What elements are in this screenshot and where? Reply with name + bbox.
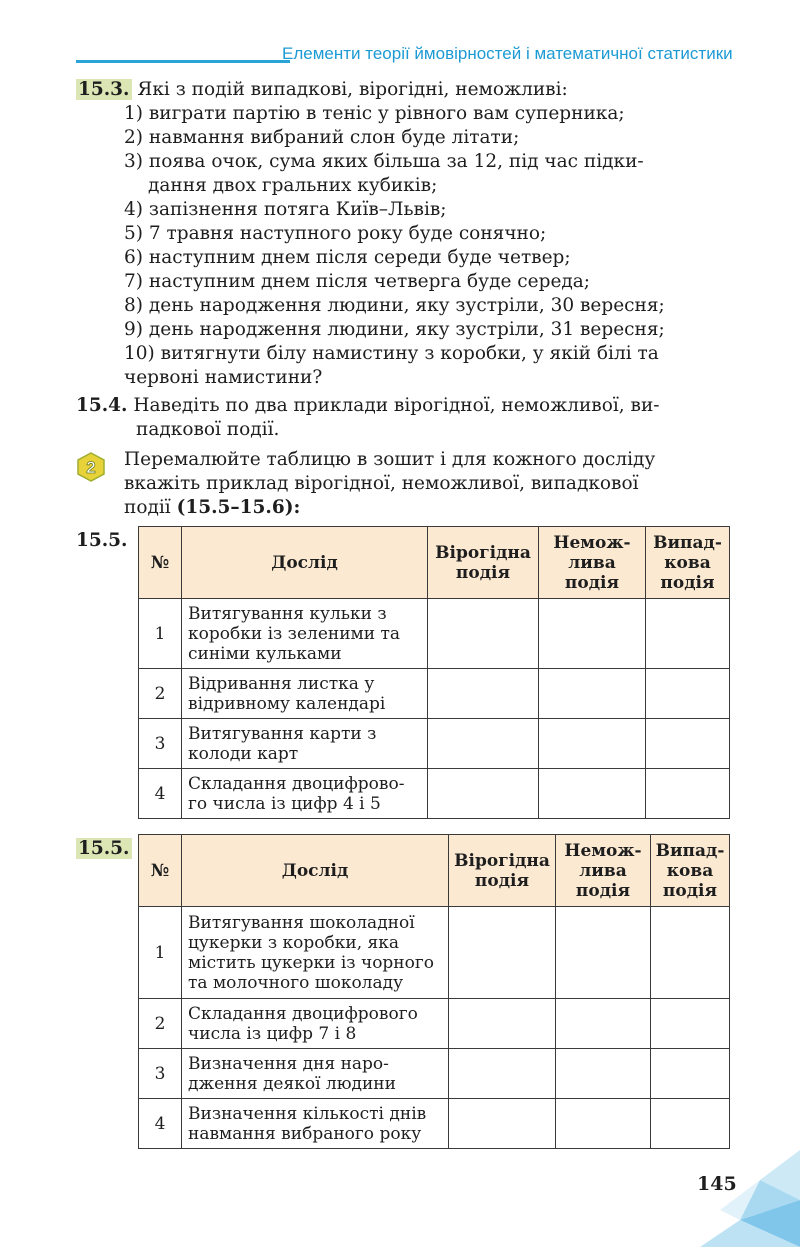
table-row: 4 Визначення кількості днів навмання вибраного року bbox=[139, 1099, 730, 1149]
empty-cell bbox=[428, 769, 539, 819]
empty-cell bbox=[646, 599, 730, 669]
list-item: 1) виграти партію в теніс у рівного вам суперника; bbox=[124, 103, 625, 124]
list-item: 3) поява очок, сума яких більша за 12, під час підки- bbox=[124, 151, 644, 172]
col-certain: Вірогідна подія bbox=[449, 835, 556, 907]
table-row: 2 Відривання листка у відривному календарі bbox=[139, 669, 730, 719]
col-number: № bbox=[139, 527, 182, 599]
empty-cell bbox=[449, 1099, 556, 1149]
col-number: № bbox=[139, 835, 182, 907]
empty-cell bbox=[556, 999, 651, 1049]
table-row: 3 Витягування карти з колоди карт bbox=[139, 719, 730, 769]
empty-cell bbox=[646, 769, 730, 819]
empty-cell bbox=[646, 719, 730, 769]
svg-text:2: 2 bbox=[86, 458, 96, 477]
col-experiment: Дослід bbox=[182, 527, 428, 599]
table-header-row bbox=[139, 527, 730, 599]
page-number: 145 bbox=[697, 1173, 737, 1195]
level-2-icon bbox=[76, 452, 106, 482]
problem-number: 15.3. bbox=[78, 79, 130, 100]
empty-cell bbox=[539, 669, 646, 719]
problem-15-4 bbox=[76, 394, 736, 442]
table-row: 4 Складання двоцифрово- го числа із цифр 4 і 5 bbox=[139, 769, 730, 819]
problem-15-3 bbox=[76, 78, 736, 390]
list-item: 5) 7 травня наступного року буде сонячно; bbox=[124, 223, 547, 244]
level-instructions bbox=[124, 448, 730, 520]
instruction-line: події (15.5–15.6): bbox=[124, 497, 301, 518]
header-rule bbox=[76, 60, 290, 63]
list-item: 6) наступним днем після середи буде четвер; bbox=[124, 247, 571, 268]
empty-cell bbox=[646, 669, 730, 719]
empty-cell bbox=[539, 599, 646, 669]
list-item: дання двох гральних кубиків; bbox=[148, 175, 438, 196]
instruction-line: Перемалюйте таблицю в зошит і для кожного досліду bbox=[124, 449, 656, 470]
empty-cell bbox=[556, 1049, 651, 1099]
table-row: 3 Визначення дня наро- дження деякої людини bbox=[139, 1049, 730, 1099]
col-impossible: Немож- лива подія bbox=[556, 835, 651, 907]
table-row: 1 Витягування шоколадної цукерки з коробки, яка містить цукерки із чорного та молочного шоколаду bbox=[139, 907, 730, 999]
table1-label: 15.5. bbox=[76, 530, 128, 551]
problem-number: 15.4. bbox=[76, 395, 128, 416]
col-impossible: Немож- лива подія bbox=[539, 527, 646, 599]
empty-cell bbox=[539, 769, 646, 819]
empty-cell bbox=[651, 907, 730, 999]
problem-text: Наведіть по два приклади вірогідної, неможливої, ви- bbox=[133, 395, 660, 416]
empty-cell bbox=[651, 999, 730, 1049]
table-row: 2 Складання двоцифрового числа із цифр 7 і 8 bbox=[139, 999, 730, 1049]
list-item: 8) день народження людини, яку зустріли, 30 вересня; bbox=[124, 295, 665, 316]
problem-intro: Які з подій випадкові, вірогідні, неможливі: bbox=[137, 79, 568, 100]
list-item: червоні намистини? bbox=[124, 367, 323, 388]
col-random: Випад- кова подія bbox=[651, 835, 730, 907]
list-item: 10) витягнути білу намистину з коробки, у якій білі та bbox=[124, 343, 659, 364]
col-certain: Вірогідна подія bbox=[428, 527, 539, 599]
table-header-row bbox=[139, 835, 730, 907]
col-random: Випад- кова подія bbox=[646, 527, 730, 599]
col-experiment: Дослід bbox=[182, 835, 449, 907]
empty-cell bbox=[539, 719, 646, 769]
empty-cell bbox=[428, 719, 539, 769]
empty-cell bbox=[556, 1099, 651, 1149]
table1 bbox=[138, 526, 730, 819]
list-item: 9) день народження людини, яку зустріли, 31 вересня; bbox=[124, 319, 665, 340]
running-header: Елементи теорії ймовірностей і математичної статистики bbox=[282, 44, 733, 63]
empty-cell bbox=[428, 599, 539, 669]
empty-cell bbox=[449, 1049, 556, 1099]
empty-cell bbox=[651, 1049, 730, 1099]
table-row: 1 Витягування кульки з коробки із зеленими та синіми кульками bbox=[139, 599, 730, 669]
problem-text: падкової події. bbox=[136, 419, 280, 440]
empty-cell bbox=[449, 999, 556, 1049]
table2-label: 15.5. bbox=[78, 838, 130, 859]
instruction-line: вкажіть приклад вірогідної, неможливої, випадкової bbox=[124, 473, 639, 494]
list-item: 7) наступним днем після четверга буде середа; bbox=[124, 271, 591, 292]
list-item: 2) навмання вибраний слон буде літати; bbox=[124, 127, 520, 148]
list-item: 4) запізнення потяга Київ–Львів; bbox=[124, 199, 447, 220]
empty-cell bbox=[449, 907, 556, 999]
table2 bbox=[138, 834, 730, 1149]
empty-cell bbox=[556, 907, 651, 999]
empty-cell bbox=[428, 669, 539, 719]
